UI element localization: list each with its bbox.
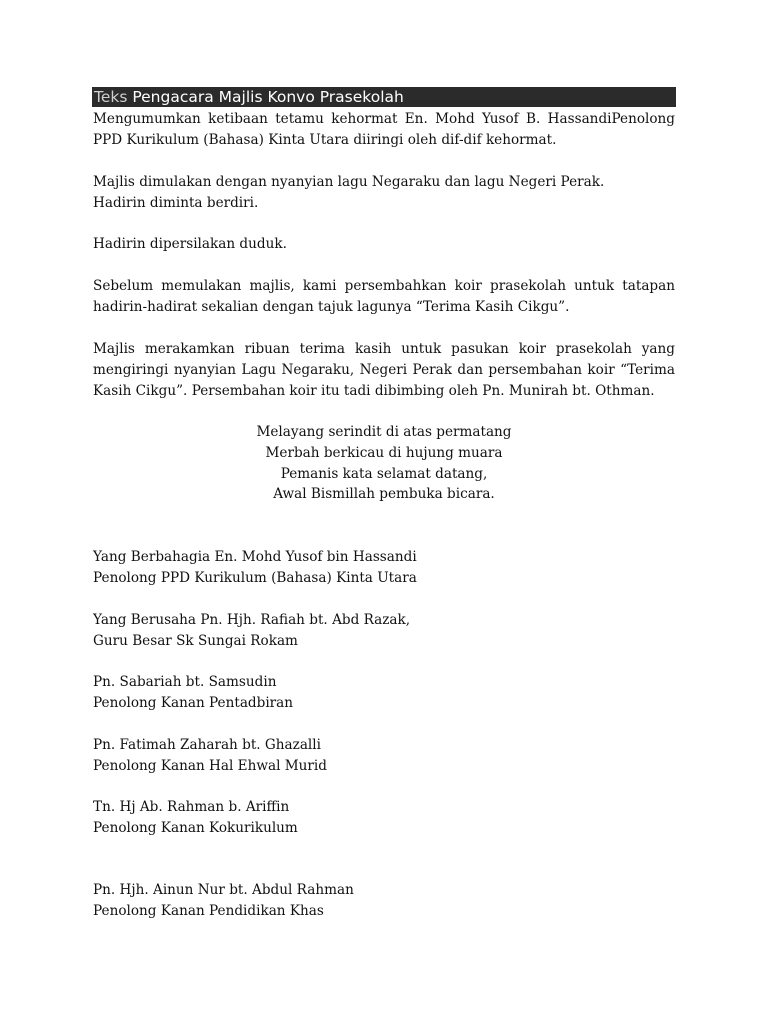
dignitary-position: Penolong Kanan Pentadbiran [93,694,294,711]
poem-line: Pemanis kata selamat datang, [280,465,488,482]
dignitary-name: Yang Berbahagia En. Mohd Yusof bin Hassandi [93,549,417,565]
poem-line: Melayang serindit di atas permatang [256,424,512,440]
dignitary-entry [93,547,675,589]
paragraph-line: Kasih Cikgu”. Persembahan koir itu tadi dibimbing oleh Pn. Munirah bt. Othman. [93,382,655,399]
dignitary-entry [93,610,675,652]
paragraph-line: PPD Kurikulum (Bahasa) Kinta Utara diiringi oleh dif-dif kehormat. [93,131,557,148]
dignitary-name: Pn. Hjh. Ainun Nur bt. Abdul Rahman [93,882,354,898]
dignitary-name: Yang Berusaha Pn. Hjh. Rafiah bt. Abd Razak, [93,612,411,628]
dignitary-position: Penolong Kanan Hal Ehwal Murid [93,757,327,774]
paragraph-announcement [93,109,675,151]
paragraph-line: Majlis merakamkan ribuan terima kasih untuk pasukan koir prasekolah yang [93,341,675,357]
paragraph-line: Hadirin dipersilakan duduk. [93,236,287,252]
dignitary-position: Guru Besar Sk Sungai Rokam [93,632,298,649]
dignitary-entry [93,797,675,839]
dignitary-entry [93,880,675,922]
paragraph-line: mengiringi nyanyian Lagu Negaraku, Negeri Perak dan persembahan koir “Terima [93,361,675,378]
paragraph-thanks [93,339,675,401]
pantun-poem [93,422,675,505]
dignitary-position: Penolong Kanan Pendidikan Khas [93,902,324,919]
title-text: Pengacara Majlis Konvo Prasekolah [127,88,404,106]
paragraph-choir-intro [93,276,675,318]
paragraph-line: Majlis dimulakan dengan nyanyian lagu Negaraku dan lagu Negeri Perak. [93,174,605,190]
title-highlight-word: Teks [94,88,128,106]
paragraph-line: Sebelum memulakan majlis, kami persembahkan koir prasekolah untuk tatapan [93,278,675,294]
dignitary-name: Tn. Hj Ab. Rahman b. Ariffin [93,799,290,815]
dignitary-entry [93,735,675,777]
paragraph-line: Hadirin diminta berdiri. [93,194,259,211]
dignitary-position: Penolong PPD Kurikulum (Bahasa) Kinta Utara [93,569,417,586]
poem-line: Merbah berkicau di hujung muara [265,444,503,461]
document-title [92,87,676,107]
dignitary-name: Pn. Fatimah Zaharah bt. Ghazalli [93,737,321,753]
paragraph-seated [93,234,675,255]
dignitary-name: Pn. Sabariah bt. Samsudin [93,674,277,690]
dignitary-position: Penolong Kanan Kokurikulum [93,819,298,836]
dignitary-entry [93,672,675,714]
paragraph-opening [93,172,675,214]
poem-line: Awal Bismillah pembuka bicara. [273,486,495,503]
paragraph-line: Mengumumkan ketibaan tetamu kehormat En. Mohd Yusof B. HassandiPenolong [93,111,675,127]
paragraph-line: hadirin-hadirat sekalian dengan tajuk lagunya “Terima Kasih Cikgu”. [93,298,570,315]
